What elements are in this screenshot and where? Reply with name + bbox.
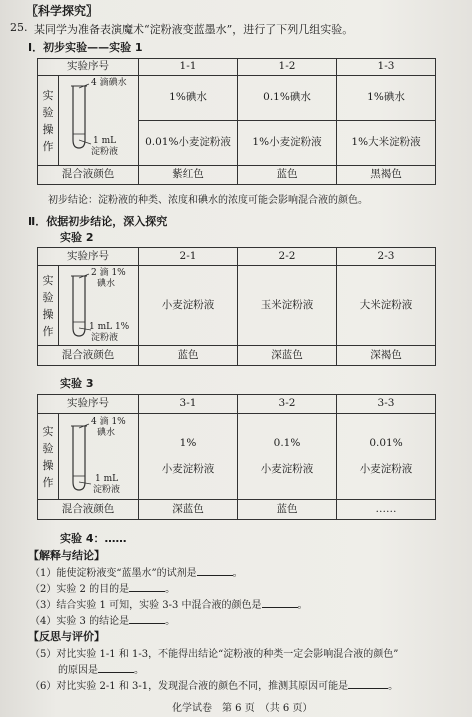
iodine-cell: 1%碘水 xyxy=(139,76,238,121)
starch-cell: 1%大米淀粉液 xyxy=(337,121,436,166)
starch-cell: 大米淀粉液 xyxy=(337,266,436,346)
row-label-operation: 实 验 操 作 xyxy=(38,414,59,500)
tube-top-label: 4 滴 1% xyxy=(91,417,126,427)
test-tube-diagram xyxy=(59,414,139,500)
exp3-cell xyxy=(337,414,436,500)
table-header-cell: 实验序号 xyxy=(38,248,139,266)
test-tube-diagram xyxy=(59,266,139,346)
starch-cell: 0.01%小麦淀粉液 xyxy=(139,121,238,166)
concentration: 0.1% xyxy=(273,436,301,449)
table-header-cell: 2-1 xyxy=(139,248,238,266)
exp2-title: 实验 2 xyxy=(60,231,94,244)
concentration: 1% xyxy=(179,436,197,449)
exp3-title: 实验 3 xyxy=(60,377,94,390)
color-cell: 蓝色 xyxy=(238,166,337,185)
color-label: 混合液颜色 xyxy=(38,500,139,520)
tube-top-label: 2 滴 1% xyxy=(91,268,126,278)
exp3-cell xyxy=(139,414,238,500)
starch-cell: 玉米淀粉液 xyxy=(238,266,337,346)
table-header-cell: 2-2 xyxy=(238,248,337,266)
table-header-cell: 实验序号 xyxy=(38,395,139,414)
tube-bottom-label: 淀粉液 xyxy=(93,485,121,495)
table-header-cell: 1-3 xyxy=(337,59,436,76)
color-cell: 深蓝色 xyxy=(238,346,337,366)
color-cell: 蓝色 xyxy=(139,346,238,366)
reflect-title: 【反思与评价】 xyxy=(28,630,105,643)
test-tube-diagram xyxy=(59,76,139,166)
starch-cell: 小麦淀粉液 xyxy=(139,266,238,346)
tube-bottom-label: 淀粉液 xyxy=(91,333,119,343)
starch-type: 小麦淀粉液 xyxy=(161,463,215,476)
experiment1-table xyxy=(37,58,436,185)
tube-top-label: 碘水 xyxy=(97,279,116,289)
question-6: （6）对比实验 2-1 和 3-1，发现混合液的颜色不同，推测其原因可能是 。 xyxy=(30,681,399,692)
color-cell: 黑褐色 xyxy=(337,166,436,185)
exp3-cell xyxy=(238,414,337,500)
part1-conclusion: 初步结论：淀粉液的种类、浓度和碘水的浓度可能会影响混合液的颜色。 xyxy=(48,195,368,206)
tube-bottom-label: 1 mL xyxy=(93,136,117,146)
tube-bottom-label: 淀粉液 xyxy=(91,147,119,157)
table-header-cell: 3-2 xyxy=(238,395,337,414)
color-cell: 深褐色 xyxy=(337,346,436,366)
question-2: （2）实验 2 的目的是 。 xyxy=(30,584,176,595)
row-label-operation: 实 验 操 作 xyxy=(38,266,59,346)
table-header-cell: 3-3 xyxy=(337,395,436,414)
color-cell: …… xyxy=(337,500,436,520)
iodine-cell: 1%碘水 xyxy=(337,76,436,121)
question-1: （1）能使淀粉液变“蓝墨水”的试剂是 。 xyxy=(30,568,243,579)
tube-bottom-label: 1 mL xyxy=(95,474,119,484)
question-number: 25. xyxy=(10,21,28,34)
row-label-operation: 实 验 操 作 xyxy=(38,76,59,166)
part2-title: Ⅱ．依据初步结论，深入探究 xyxy=(28,215,168,228)
explain-title: 【解释与结论】 xyxy=(28,549,105,562)
color-cell: 蓝色 xyxy=(238,500,337,520)
color-label: 混合液颜色 xyxy=(38,346,139,366)
tube-top-label: 4 滴碘水 xyxy=(91,78,127,88)
exp4-title: 实验 4：…… xyxy=(60,532,127,545)
iodine-cell: 0.1%碘水 xyxy=(238,76,337,121)
question-3: （3）结合实验 1 可知，实验 3-3 中混合液的颜色是 。 xyxy=(30,600,308,611)
table-header-cell: 1-2 xyxy=(238,59,337,76)
experiment3-table xyxy=(37,394,436,520)
starch-type: 小麦淀粉液 xyxy=(359,463,413,476)
page-footer: 化学试卷 第 6 页 （共 6 页） xyxy=(172,703,313,714)
starch-type: 小麦淀粉液 xyxy=(260,463,314,476)
tube-top-label: 碘水 xyxy=(97,428,116,438)
table-header-cell: 2-3 xyxy=(337,248,436,266)
section-title: 〖科学探究〗 xyxy=(26,4,99,18)
part1-title: Ⅰ．初步实验——实验 1 xyxy=(28,41,143,54)
question-5-cont: 的原因是 。 xyxy=(58,665,144,676)
table-header-cell: 3-1 xyxy=(139,395,238,414)
question-4: （4）实验 3 的结论是 。 xyxy=(30,616,176,627)
concentration: 0.01% xyxy=(369,436,403,449)
question-stem: 某同学为准备表演魔术“淀粉液变蓝墨水”，进行了下列几组实验。 xyxy=(34,23,354,36)
color-label: 混合液颜色 xyxy=(38,166,139,185)
experiment2-table xyxy=(37,247,436,366)
tube-bottom-label: 1 mL 1% xyxy=(89,322,130,332)
color-cell: 深蓝色 xyxy=(139,500,238,520)
table-header-cell: 1-1 xyxy=(139,59,238,76)
color-cell: 紫红色 xyxy=(139,166,238,185)
starch-cell: 1%小麦淀粉液 xyxy=(238,121,337,166)
question-5: （5）对比实验 1-1 和 1-3，不能得出结论“淀粉液的种类一定会影响混合液的颜色” xyxy=(30,649,399,660)
table-header-cell: 实验序号 xyxy=(38,59,139,76)
